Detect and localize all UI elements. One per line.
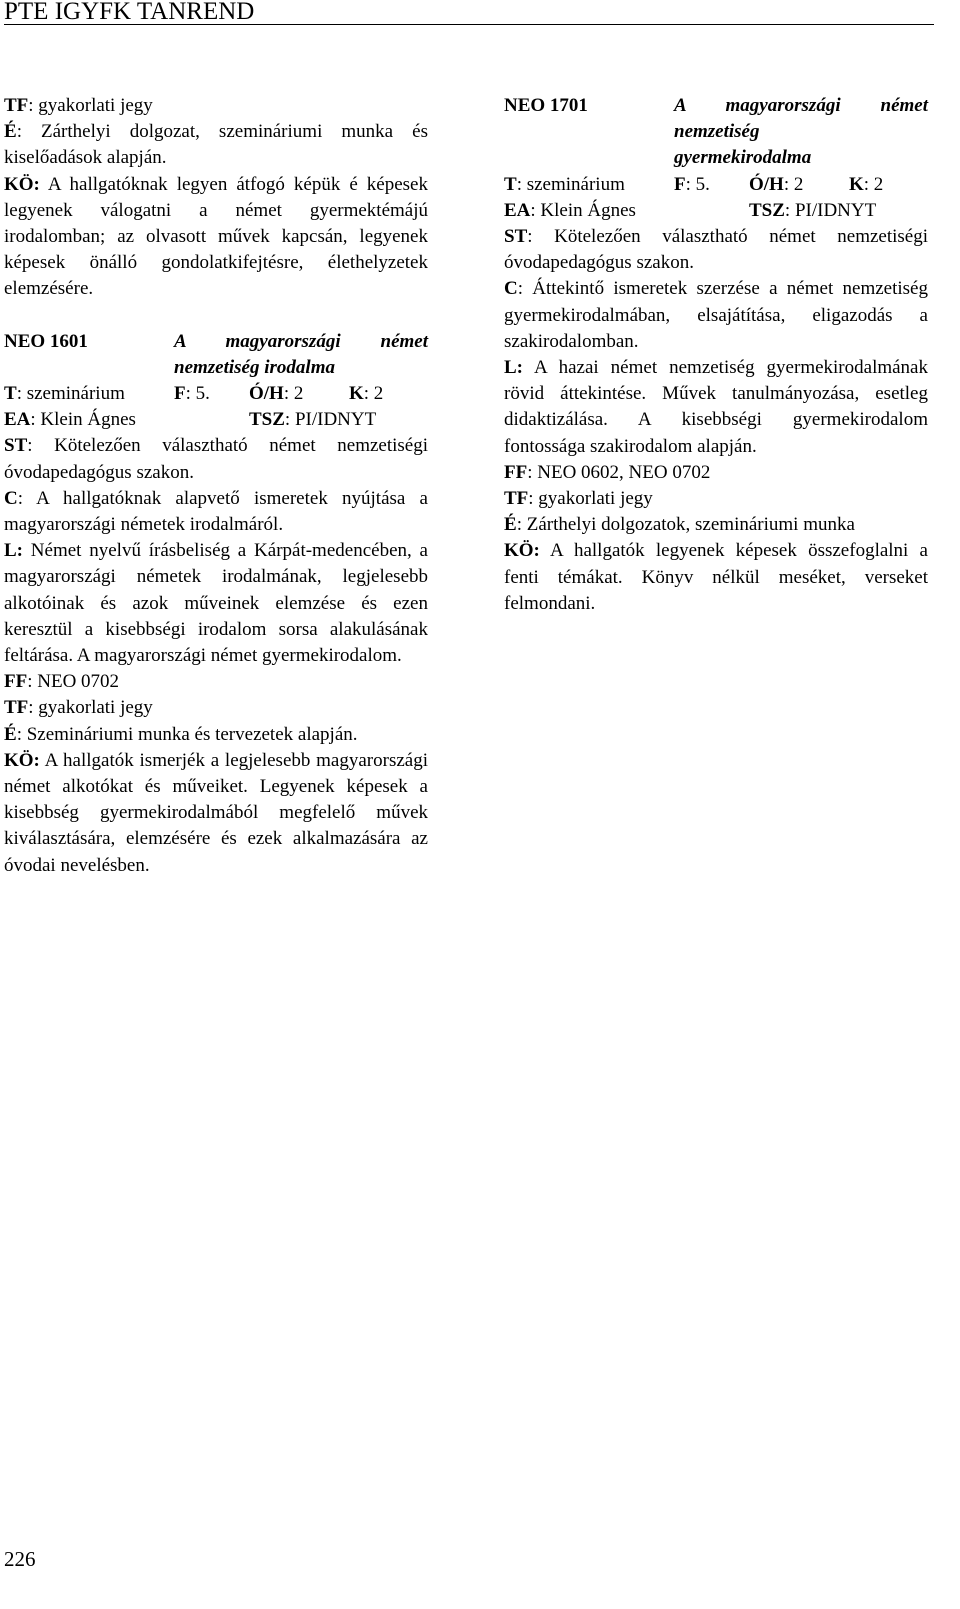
course-title: A magyarországi német nemzetiség gyermekirodalma: [674, 95, 928, 169]
course-meta-row: T: szeminárium F: 5. Ó/H: 2 K: 2: [4, 383, 384, 405]
right-column: [504, 93, 928, 617]
course-e: É: Zárthelyi dolgozatok, szemináriumi munka: [504, 514, 855, 536]
course-e: É: Szemináriumi munka és tervezetek alapján.: [4, 723, 358, 745]
course-l: L: A hazai német nemzetiség gyermekirodalmának rövid áttekintése. Művek tanulmányozása, esetleg didaktizálása. A kisebbségi gyermekirodalom fontossága szakirodalom alapján.: [504, 357, 928, 457]
course-st: ST: Kötelezően választható német nemzetiségi óvodapedagógus szakon.: [4, 435, 428, 483]
course-c: C: A hallgatóknak alapvető ismeretek nyújtása a magyarországi németek irodalmáról.: [4, 487, 428, 536]
prev-tf: TF: gyakorlati jegy: [4, 95, 153, 116]
course-code: NEO 1601: [4, 330, 88, 352]
course-l: L: Német nyelvű írásbeliség a Kárpát-medencében, a magyarországi németek irodalmának, legjelesebb alkotóinak és azok műveinek elemzése és ezen keresztül a kisebbségi irodalom sorsa alakulásának feltárása. A magyarországi német gyermekirodalom.: [4, 540, 428, 667]
course-title: A magyarországi német nemzetiség irodalma: [174, 330, 428, 378]
course-ko: KÖ: A hallgatók legyenek képesek összefoglalni a fenti témákat. Könyv nélkül meséket, verseket felmondani.: [504, 540, 928, 614]
left-column: [4, 93, 428, 879]
page-number: 226: [4, 1547, 36, 1571]
course-tf: TF: gyakorlati jegy: [4, 697, 153, 719]
course-ko: KÖ: A hallgatók ismerjék a legjelesebb magyarországi német alkotókat és műveiket. Legyenek képesek a kisebbség gyermekirodalmából megfelelő művek kiválasztására, elemzésére és ezek alkalmazására az óvodai nevelésben.: [4, 749, 428, 876]
header-title: PTE IGYFK TANREND: [4, 0, 255, 25]
course-c: C: Áttekintő ismeretek szerzése a német nemzetiség gyermekirodalmában, elsajátítása, eligazodás a szakirodalomban.: [504, 278, 928, 352]
prev-e: É: Zárthelyi dolgozat, szemináriumi munka és kiselőadások alapján.: [4, 121, 428, 169]
course-code: NEO 1701: [504, 95, 588, 116]
course-staff-row: EA: Klein Ágnes TSZ: PI/IDNYT: [504, 199, 877, 221]
course-ff: FF: NEO 0702: [4, 671, 120, 693]
course-heading-neo1701: [504, 93, 928, 172]
course-staff-row: EA: Klein Ágnes TSZ: PI/IDNYT: [4, 409, 377, 431]
course-ff: FF: NEO 0602, NEO 0702: [504, 461, 711, 483]
course-tf: TF: gyakorlati jegy: [504, 488, 653, 510]
course-st: ST: Kötelezően választható német nemzetiségi óvodapedagógus szakon.: [504, 226, 928, 274]
prev-ko: KÖ: A hallgatóknak legyen átfogó képük é képesek legyenek válogatni a német gyermektémájú irodalomban; az olvasott művek kapcsán, legyenek képesek önálló gondolatkifejtésre, élethelyzetek elemzésére.: [4, 173, 428, 300]
course-heading-neo1601: [4, 329, 428, 381]
course-meta-row: T: szeminárium F: 5. Ó/H: 2 K: 2: [504, 173, 884, 195]
running-header: [4, 0, 934, 25]
